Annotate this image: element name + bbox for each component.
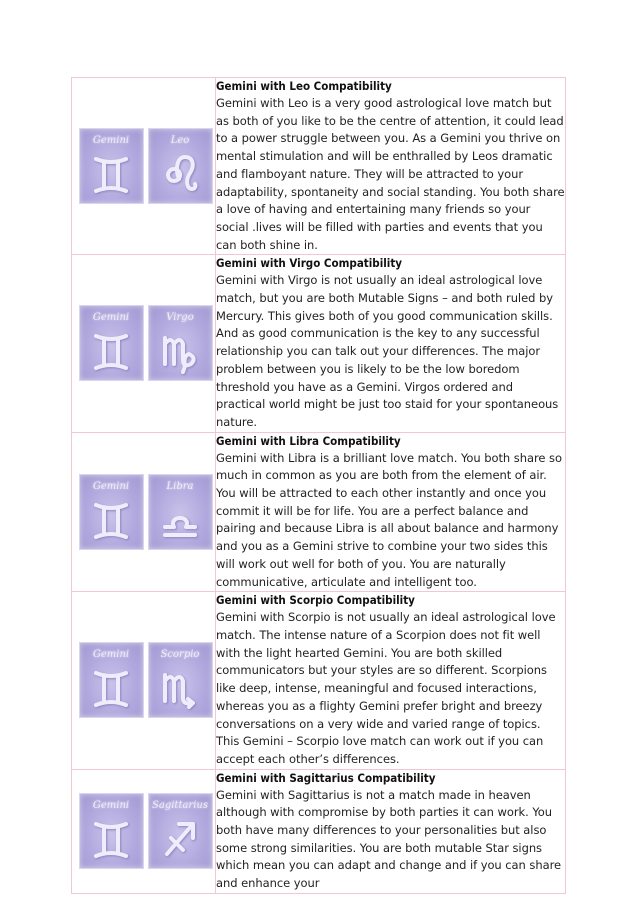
right-sign-tile [148,128,213,204]
description-cell [216,255,566,432]
sign-images-cell [72,769,216,893]
sign-images-cell [72,432,216,592]
compatibility-text: Gemini with Virgo is not usually an ideal astrological love match, but you are both Mutable Signs – and both ruled by Mercury. This gives both of you good communication skills. And as good communication is the key to any successful relationship you can talk out your differences. The major problem between you is likely to be the low boredom threshold you have as a Gemini. Virgos ordered and practical world might be just too staid for your spontaneous nature. [216,273,559,429]
compatibility-row [72,78,566,255]
compatibility-heading: Gemini with Leo Compatibility [216,79,392,93]
sign-pair [72,642,215,718]
gemini-icon [90,665,132,711]
left-sign-name: Gemini [92,649,130,661]
right-sign-name: Sagittarius [152,800,208,812]
gemini-icon [90,497,132,543]
sign-pair [72,305,215,381]
description-cell [216,78,566,255]
description-cell [216,769,566,893]
right-sign-name: Libra [166,480,194,492]
right-sign-name: Virgo [166,312,194,324]
left-sign-name: Gemini [92,312,130,324]
left-sign-tile [79,128,144,204]
sign-images-cell [72,78,216,255]
right-sign-tile [148,305,213,381]
right-sign-name: Leo [170,135,190,147]
right-sign-name: Scorpio [160,649,200,661]
left-sign-tile [79,642,144,718]
compatibility-text: Gemini with Leo is a very good astrological love match but as both of you like to be the centre of attention, it could lead to a power struggle between you. As a Gemini you thrive on mental stimulation and will be enthralled by Leos dramatic and flamboyant nature. They will be attracted to your adaptability, spontaneity and social standing. You both share a love of having and entertaining many friends so your social .lives will be filled with parties and events that you can both shine in. [216,96,565,252]
compatibility-heading: Gemini with Sagittarius Compatibility [216,770,436,785]
leo-icon [159,151,201,197]
compatibility-row [72,255,566,432]
sign-images-cell [72,592,216,769]
scorpio-icon [159,665,201,711]
compatibility-table [71,77,566,894]
compatibility-heading: Gemini with Libra Compatibility [216,433,401,448]
sign-pair [72,793,215,869]
compatibility-row [72,769,566,893]
sign-pair [72,474,215,550]
left-sign-name: Gemini [92,135,130,147]
left-sign-name: Gemini [92,800,130,812]
sign-pair [72,128,215,204]
left-sign-tile [79,793,144,869]
virgo-icon [159,328,201,374]
sign-images-cell [72,255,216,432]
compatibility-text: Gemini with Sagittarius is not a match made in heaven although with compromise by both parties it can work. You both have many differences to your personalities but also some strong similarities. You are both mutable Star signs which mean you can adapt and change and if you can share and enhance your [216,787,562,891]
left-sign-tile [79,474,144,550]
compatibility-row [72,592,566,769]
compatibility-heading: Gemini with Virgo Compatibility [216,256,403,271]
gemini-icon [90,151,132,197]
left-sign-name: Gemini [92,480,130,492]
gemini-icon [90,328,132,374]
compatibility-text: Gemini with Scorpio is not usually an ideal astrological love match. The intense nature of a Scorpion does not fit well with the light hearted Gemini. You are both skilled communicators but your styles are so different. Scorpions like deep, intense, meaningful and focused interactions, whereas you as a flighty Gemini prefer bright and breezy conversations on a very wide and varied range of topics. This Gemini – Scorpio love match can work out if you can accept each other’s differences. [216,610,556,766]
libra-icon [159,497,201,543]
compatibility-text: Gemini with Libra is a brilliant love match. You both share so much in common as you are both from the element of air. You will be attracted to each other instantly and once you commit it will be for life. You are a perfect balance and pairing and because Libra is all about balance and harmony and you as a Gemini strive to combine your two sides this will work out well for both of you. You are naturally communicative, articulate and intelligent too. [216,450,562,589]
description-cell [216,432,566,592]
right-sign-tile [148,474,213,550]
compatibility-row [72,432,566,592]
compatibility-heading: Gemini with Scorpio Compatibility [216,593,415,608]
right-sign-tile [148,642,213,718]
right-sign-tile [148,793,213,869]
sagittarius-icon [159,816,201,862]
left-sign-tile [79,305,144,381]
description-cell [216,592,566,769]
gemini-icon [90,816,132,862]
